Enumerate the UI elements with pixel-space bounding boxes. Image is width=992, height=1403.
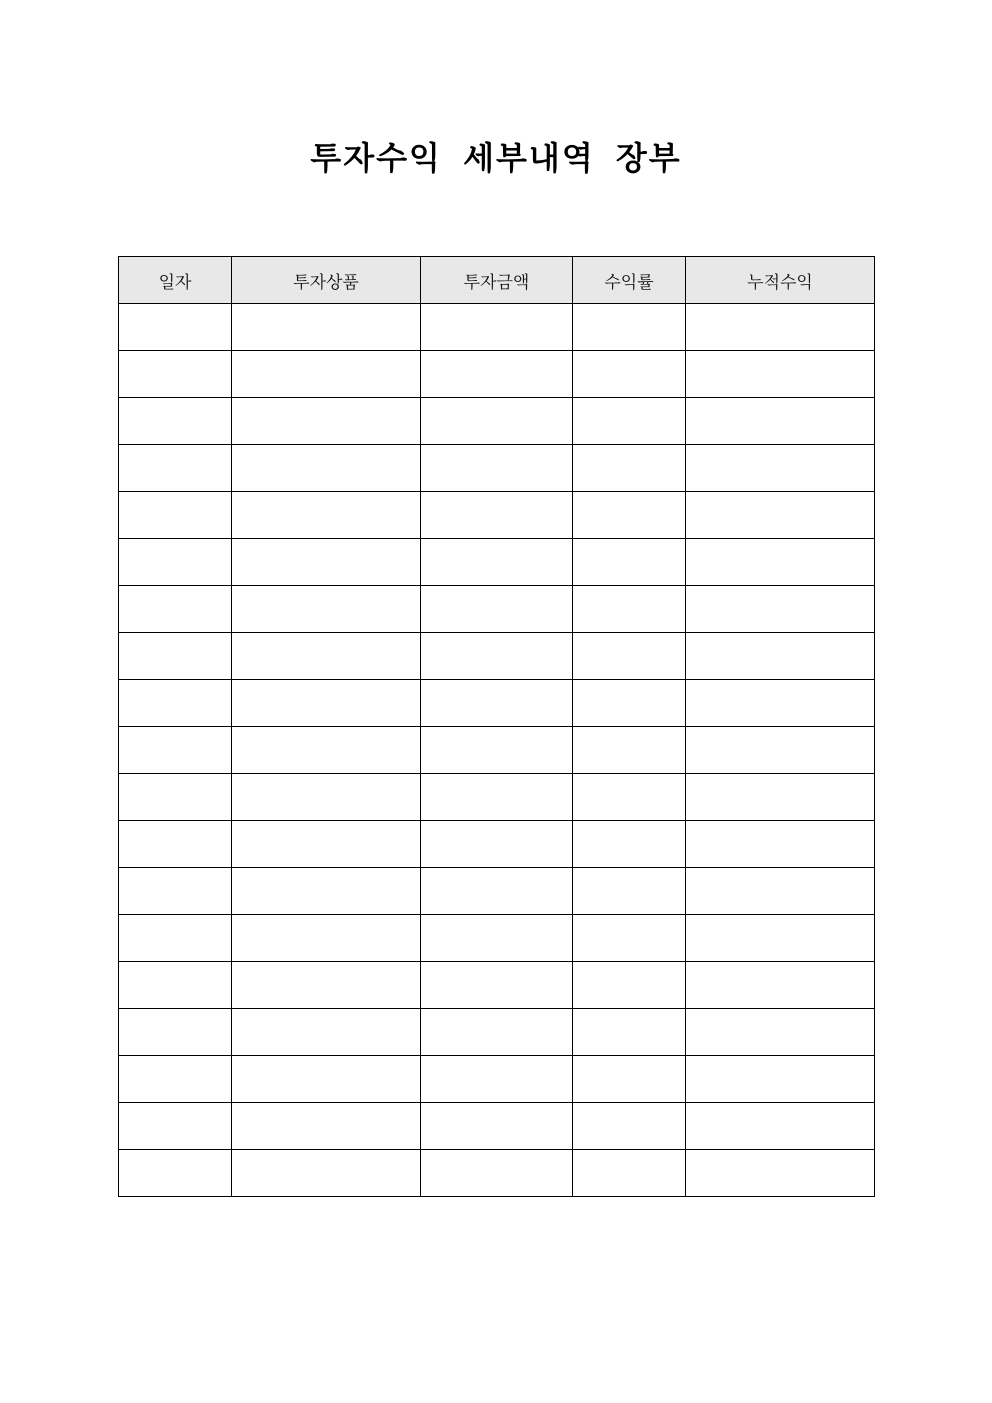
table-row bbox=[119, 586, 875, 633]
cell-date[interactable] bbox=[119, 633, 232, 680]
cell-return-rate[interactable] bbox=[573, 1150, 686, 1197]
cell-amount[interactable] bbox=[421, 821, 573, 868]
cell-return-rate[interactable] bbox=[573, 821, 686, 868]
cell-product[interactable] bbox=[232, 1009, 421, 1056]
cell-return-rate[interactable] bbox=[573, 680, 686, 727]
cell-product[interactable] bbox=[232, 680, 421, 727]
table-row bbox=[119, 1150, 875, 1197]
cell-date[interactable] bbox=[119, 539, 232, 586]
cell-return-rate[interactable] bbox=[573, 351, 686, 398]
table-row bbox=[119, 492, 875, 539]
cell-product[interactable] bbox=[232, 539, 421, 586]
cell-return-rate[interactable] bbox=[573, 1009, 686, 1056]
cell-product[interactable] bbox=[232, 727, 421, 774]
cell-cumulative-return[interactable] bbox=[686, 680, 875, 727]
cell-amount[interactable] bbox=[421, 1056, 573, 1103]
table-row bbox=[119, 821, 875, 868]
cell-cumulative-return[interactable] bbox=[686, 351, 875, 398]
cell-product[interactable] bbox=[232, 351, 421, 398]
cell-return-rate[interactable] bbox=[573, 586, 686, 633]
cell-product[interactable] bbox=[232, 774, 421, 821]
table-row bbox=[119, 774, 875, 821]
cell-cumulative-return[interactable] bbox=[686, 539, 875, 586]
table-row bbox=[119, 304, 875, 351]
cell-amount[interactable] bbox=[421, 586, 573, 633]
cell-amount[interactable] bbox=[421, 1103, 573, 1150]
cell-return-rate[interactable] bbox=[573, 1056, 686, 1103]
cell-cumulative-return[interactable] bbox=[686, 1009, 875, 1056]
cell-product[interactable] bbox=[232, 492, 421, 539]
cell-date[interactable] bbox=[119, 774, 232, 821]
cell-product[interactable] bbox=[232, 445, 421, 492]
cell-cumulative-return[interactable] bbox=[686, 1103, 875, 1150]
column-header-return-rate: 수익률 bbox=[573, 257, 686, 304]
cell-amount[interactable] bbox=[421, 1150, 573, 1197]
cell-amount[interactable] bbox=[421, 680, 573, 727]
table-row bbox=[119, 398, 875, 445]
cell-product[interactable] bbox=[232, 398, 421, 445]
cell-amount[interactable] bbox=[421, 351, 573, 398]
table-row bbox=[119, 868, 875, 915]
cell-product[interactable] bbox=[232, 1103, 421, 1150]
cell-amount[interactable] bbox=[421, 492, 573, 539]
cell-return-rate[interactable] bbox=[573, 915, 686, 962]
cell-cumulative-return[interactable] bbox=[686, 774, 875, 821]
cell-product[interactable] bbox=[232, 868, 421, 915]
table-row bbox=[119, 962, 875, 1009]
cell-product[interactable] bbox=[232, 633, 421, 680]
cell-date[interactable] bbox=[119, 821, 232, 868]
cell-date[interactable] bbox=[119, 1150, 232, 1197]
table-row bbox=[119, 633, 875, 680]
cell-date[interactable] bbox=[119, 492, 232, 539]
table-header-row bbox=[119, 257, 875, 304]
cell-amount[interactable] bbox=[421, 1009, 573, 1056]
cell-date[interactable] bbox=[119, 727, 232, 774]
cell-cumulative-return[interactable] bbox=[686, 1056, 875, 1103]
cell-product[interactable] bbox=[232, 304, 421, 351]
cell-product[interactable] bbox=[232, 586, 421, 633]
cell-product[interactable] bbox=[232, 1056, 421, 1103]
cell-cumulative-return[interactable] bbox=[686, 915, 875, 962]
column-header-cumulative-return: 누적수익 bbox=[686, 257, 875, 304]
cell-amount[interactable] bbox=[421, 445, 573, 492]
table-row bbox=[119, 1103, 875, 1150]
table-row bbox=[119, 445, 875, 492]
table-row bbox=[119, 1056, 875, 1103]
cell-cumulative-return[interactable] bbox=[686, 445, 875, 492]
cell-return-rate[interactable] bbox=[573, 398, 686, 445]
column-header-date: 일자 bbox=[119, 257, 232, 304]
table-row bbox=[119, 915, 875, 962]
table-row bbox=[119, 539, 875, 586]
cell-amount[interactable] bbox=[421, 962, 573, 1009]
cell-product[interactable] bbox=[232, 962, 421, 1009]
cell-amount[interactable] bbox=[421, 398, 573, 445]
cell-date[interactable] bbox=[119, 1056, 232, 1103]
cell-date[interactable] bbox=[119, 915, 232, 962]
cell-product[interactable] bbox=[232, 821, 421, 868]
cell-cumulative-return[interactable] bbox=[686, 962, 875, 1009]
page-title: 투자수익 세부내역 장부 bbox=[310, 139, 682, 177]
cell-date[interactable] bbox=[119, 445, 232, 492]
cell-amount[interactable] bbox=[421, 539, 573, 586]
cell-amount[interactable] bbox=[421, 304, 573, 351]
cell-date[interactable] bbox=[119, 962, 232, 1009]
table-row bbox=[119, 351, 875, 398]
cell-date[interactable] bbox=[119, 680, 232, 727]
cell-cumulative-return[interactable] bbox=[686, 633, 875, 680]
cell-return-rate[interactable] bbox=[573, 868, 686, 915]
column-header-product: 투자상품 bbox=[232, 257, 421, 304]
cell-product[interactable] bbox=[232, 1150, 421, 1197]
cell-cumulative-return[interactable] bbox=[686, 398, 875, 445]
cell-product[interactable] bbox=[232, 915, 421, 962]
cell-date[interactable] bbox=[119, 868, 232, 915]
cell-amount[interactable] bbox=[421, 727, 573, 774]
cell-amount[interactable] bbox=[421, 868, 573, 915]
cell-date[interactable] bbox=[119, 586, 232, 633]
cell-date[interactable] bbox=[119, 1103, 232, 1150]
table-row bbox=[119, 727, 875, 774]
cell-amount[interactable] bbox=[421, 774, 573, 821]
column-header-amount: 투자금액 bbox=[421, 257, 573, 304]
cell-return-rate[interactable] bbox=[573, 539, 686, 586]
cell-cumulative-return[interactable] bbox=[686, 492, 875, 539]
cell-cumulative-return[interactable] bbox=[686, 868, 875, 915]
cell-return-rate[interactable] bbox=[573, 962, 686, 1009]
cell-amount[interactable] bbox=[421, 633, 573, 680]
cell-return-rate[interactable] bbox=[573, 492, 686, 539]
cell-date[interactable] bbox=[119, 351, 232, 398]
cell-return-rate[interactable] bbox=[573, 633, 686, 680]
cell-cumulative-return[interactable] bbox=[686, 1150, 875, 1197]
cell-amount[interactable] bbox=[421, 915, 573, 962]
cell-date[interactable] bbox=[119, 398, 232, 445]
cell-cumulative-return[interactable] bbox=[686, 304, 875, 351]
cell-return-rate[interactable] bbox=[573, 445, 686, 492]
cell-cumulative-return[interactable] bbox=[686, 586, 875, 633]
cell-cumulative-return[interactable] bbox=[686, 821, 875, 868]
cell-return-rate[interactable] bbox=[573, 1103, 686, 1150]
cell-return-rate[interactable] bbox=[573, 304, 686, 351]
cell-cumulative-return[interactable] bbox=[686, 727, 875, 774]
cell-return-rate[interactable] bbox=[573, 774, 686, 821]
cell-date[interactable] bbox=[119, 1009, 232, 1056]
table-row bbox=[119, 1009, 875, 1056]
cell-return-rate[interactable] bbox=[573, 727, 686, 774]
table-row bbox=[119, 680, 875, 727]
investment-ledger-table bbox=[118, 256, 875, 1197]
cell-date[interactable] bbox=[119, 304, 232, 351]
